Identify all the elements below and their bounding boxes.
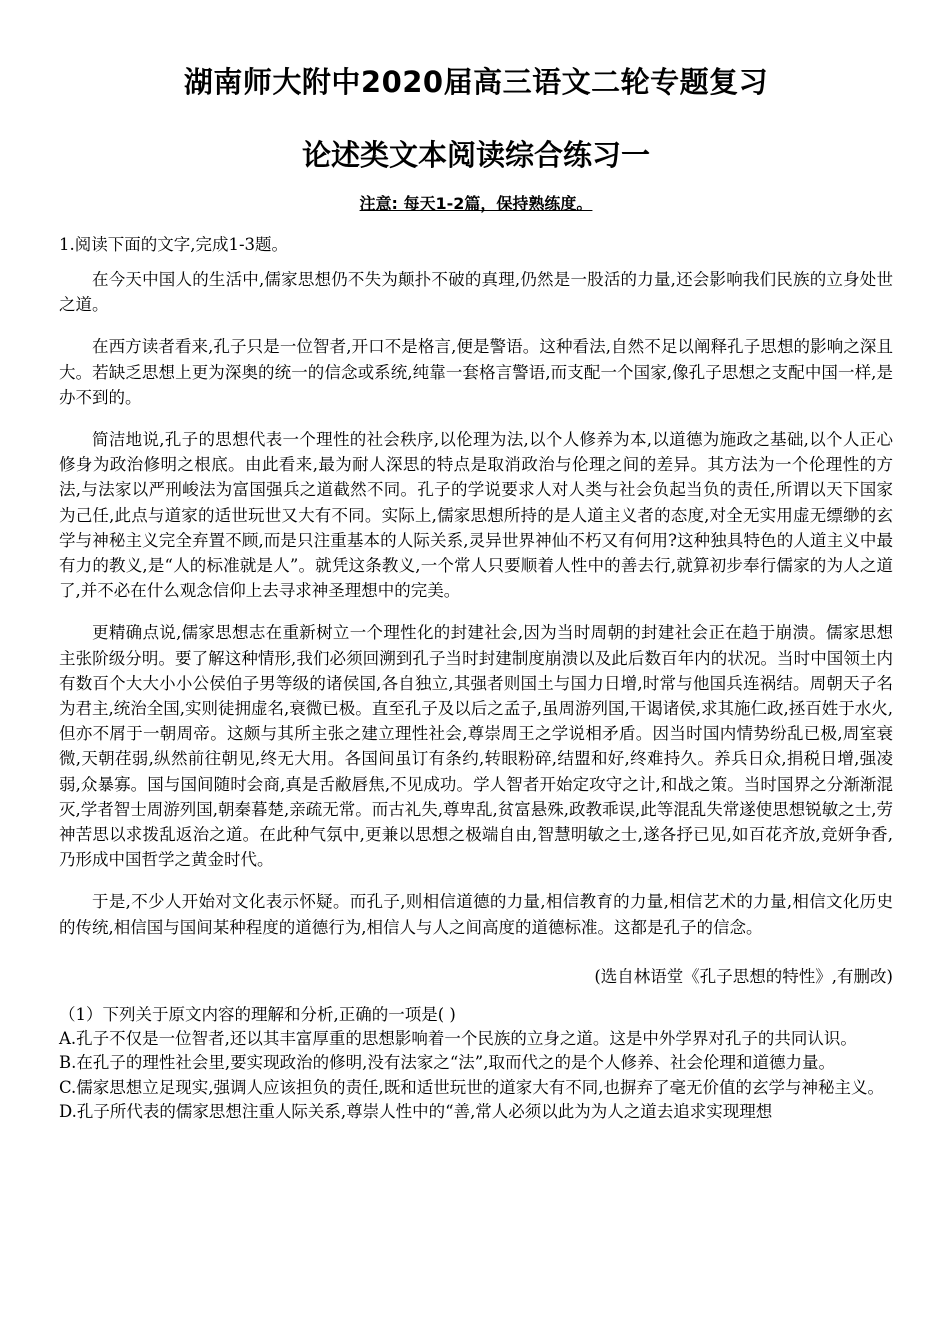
document-subtitle: 论述类文本阅读综合练习一 <box>301 138 650 172</box>
article-paragraph-3: 简洁地说,孔子的思想代表一个理性的社会秩序,以伦理为法,以个人修养为本,以道德为施政之基础,以个人正心修身为政治修明之根底。由此看来,最为耐人深思的特点是取消政治与伦理之间的差异。其方法为一个伦理性的方法,与法家以严刑峻法为富国强兵之道截然不同。孔子的学说要求人对人类与社会负起当负的责任,所谓以天下国家为己任,此点与道家的适世玩世又大有不同。实际上,儒家思想所持的是人道主义者的态度,对全无实用虚无缥缈的玄学与神秘主义完全弃置不顾,而是只注重基本的人际关系,灵异世界神仙不朽又有何用?这种独具特色的人道主义中最有力的教义,是“人的标准就是人”。就凭这条教义,一个常人只要顺着人性中的善去行,就算初步奉行儒家的为人之道了,并不必在什么观念信仰上去寻求神圣理想中的完美。 <box>59 430 893 601</box>
notice-text: 注意: 每天1-2篇，保持熟练度。 <box>359 194 593 213</box>
question-option-d: D.孔子所代表的儒家思想注重人际关系,尊崇人性中的“善,常人必须以此为为人之道去追求实现理想 <box>59 1102 773 1122</box>
article-paragraph-5: 于是,不少人开始对文化表示怀疑。而孔子,则相信道德的力量,相信教育的力量,相信艺术的力量,相信文化历史的传统,相信国与国间某种程度的道德行为,相信人与人之间高度的道德标准。这都是孔子的信念。 <box>59 892 893 937</box>
article-paragraph-2: 在西方读者看来,孔子只是一位智者,开口不是格言,便是警语。这种看法,自然不足以阐释孔子思想的影响之深且大。若缺乏思想上更为深奥的统一的信念或系统,纯靠一套格言警语,而支配一个国家,像孔子思想之支配中国一样,是办不到的。 <box>59 337 893 407</box>
document-title: 湖南师大附中2020届高三语文二轮专题复习 <box>183 65 769 99</box>
article-source: (选自林语堂《孔子思想的特性》,有删改) <box>594 966 893 986</box>
question-option-a: A.孔子不仅是一位智者,还以其丰富厚重的思想影响着一个民族的立身之道。这是中外学界对孔子的共同认识。 <box>59 1028 857 1048</box>
question-option-c: C.儒家思想立足现实,强调人应该担负的责任,既和适世玩世的道家大有不同,也摒弃了毫无价值的玄学与神秘主义。 <box>59 1077 885 1097</box>
reading-instruction: 1.阅读下面的文字,完成1-3题。 <box>59 235 289 254</box>
document-page <box>59 62 893 1125</box>
article-paragraph-4: 更精确点说,儒家思想志在重新树立一个理性化的封建社会,因为当时周朝的封建社会正在趋于崩溃。儒家思想主张阶级分明。要了解这种情形,我们必须回溯到孔子当时封建制度崩溃以及此后数百年内的状况。当时中国领土内有数百个大大小小公侯伯子男等级的诸侯国,各自独立,其强者则国土与国力日增,时常与他国兵连祸结。周朝天子名为君主,统治全国,实则徒拥虚名,衰微已极。直至孔子及以后之孟子,虽周游列国,干谒诸侯,求其施仁政,拯百姓于水火,但亦不屑于一朝周帝。这颇与其所主张之建立理性社会,尊崇周王之学说相矛盾。因当时国内情势纷乱已极,周室衰微,天朝荏弱,纵然前往朝见,终无大用。各国间虽订有条约,转眼粉碎,结盟和好,终难持久。养兵日众,捐税日增,强凌弱,众暴寡。国与国间随时会商,真是舌敝唇焦,不见成功。学人智者开始定攻守之计,和战之策。当时国界之分渐渐混灭,学者智士周游列国,朝秦暮楚,亲疏无常。而古礼失,尊卑乱,贫富悬殊,政教乖误,此等混乱失常遂使思想锐敏之士,劳神苦思以求拨乱返治之道。在此种气氛中,更兼以思想之极端自由,智慧明敏之士,遂各抒已见,如百花齐放,竞妍争香,乃形成中国哲学之黄金时代。 <box>59 623 893 870</box>
notice-line <box>59 193 893 215</box>
question-stem: （1）下列关于原文内容的理解和分析,正确的一项是( ) <box>59 1004 456 1024</box>
article-paragraph-1: 在今天中国人的生活中,儒家思想仍不失为颠扑不破的真理,仍然是一股活的力量,还会影响我们民族的立身处世之道。 <box>59 270 893 315</box>
question-option-b: B.在孔子的理性社会里,要实现政治的修明,没有法家之“法”,取而代之的是个人修养、社会伦理和道德力量。 <box>59 1053 835 1073</box>
